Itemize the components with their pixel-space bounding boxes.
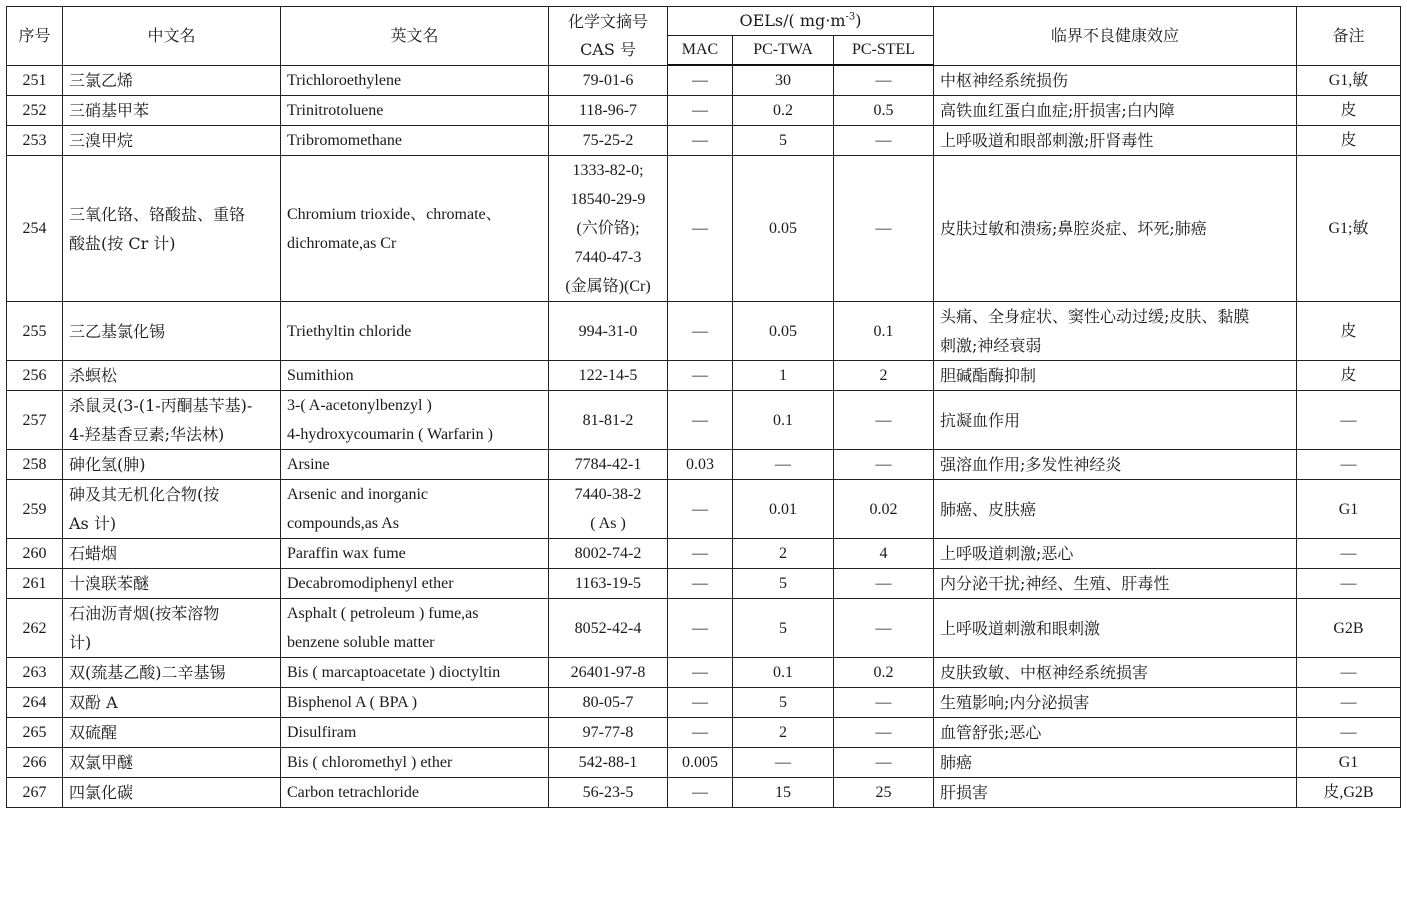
cell-en-name-line: Trinitrotoluene — [287, 102, 384, 119]
cell-effect-line: 上呼吸道刺激;恶心 — [940, 544, 1074, 563]
cell-mac: — — [668, 126, 733, 156]
cell-en-name-line: 4-hydroxycoumarin ( Warfarin ) — [287, 426, 493, 443]
cell-effect — [934, 480, 1297, 539]
cell-cn-name-line: 4-羟基香豆素;华法林) — [69, 425, 225, 444]
cell-no: 262 — [7, 599, 63, 658]
cell-cas-line: (金属铬)(Cr) — [565, 278, 651, 295]
cell-effect-line: 上呼吸道刺激和眼刺激 — [940, 618, 1101, 638]
cell-pcstel: 0.2 — [834, 658, 934, 688]
cell-effect-line: 肺癌 — [940, 753, 973, 772]
cell-cas-line: 56-23-5 — [582, 784, 634, 801]
table-row — [7, 450, 1401, 480]
cell-cas — [549, 748, 668, 778]
cell-note: — — [1297, 688, 1401, 718]
cell-en-name-line: Chromium trioxide、chromate、 — [287, 205, 502, 223]
header-cas-line1: 化学文摘号 — [567, 11, 648, 31]
cell-pcstel: 25 — [834, 778, 934, 808]
cell-effect — [934, 748, 1297, 778]
cell-cn-name-line: 杀螟松 — [69, 366, 118, 385]
header-pcstel: PC-STEL — [834, 36, 934, 66]
cell-en-name — [281, 156, 549, 302]
table-row — [7, 126, 1401, 156]
cell-cn-name — [63, 391, 281, 450]
cell-note: 皮,G2B — [1297, 778, 1401, 808]
cell-effect — [934, 778, 1297, 808]
cell-note: — — [1297, 658, 1401, 688]
cell-cn-name-line: 三氧化铬、铬酸盐、重铬 — [69, 204, 246, 224]
cell-pcstel: — — [834, 126, 934, 156]
cell-en-name-line: Sumithion — [287, 367, 354, 384]
cell-pctwa: 0.1 — [733, 391, 834, 450]
cell-note: 皮 — [1297, 126, 1401, 156]
cell-no: 260 — [7, 539, 63, 569]
cell-note: — — [1297, 391, 1401, 450]
cell-mac: — — [668, 658, 733, 688]
header-cn-name: 中文名 — [63, 7, 281, 66]
cell-pcstel: 2 — [834, 361, 934, 391]
cell-effect-line: 上呼吸道和眼部刺激;肝肾毒性 — [940, 131, 1154, 150]
cell-cas — [549, 391, 668, 450]
cell-note: G1 — [1297, 480, 1401, 539]
cell-cn-name-line: 双酚 A — [69, 693, 118, 712]
cell-pcstel: 0.5 — [834, 96, 934, 126]
cell-cn-name — [63, 450, 281, 480]
cell-cn-name-line: 砷化氢(胂) — [69, 455, 146, 474]
cell-mac: — — [668, 391, 733, 450]
cell-cn-name-line: 杀鼠灵(3-(1-丙酮基苄基)- — [69, 396, 253, 415]
cell-no: 252 — [7, 96, 63, 126]
cell-cas — [549, 65, 668, 96]
cell-effect — [934, 126, 1297, 156]
cell-en-name — [281, 391, 549, 450]
cell-no: 266 — [7, 748, 63, 778]
cell-cas-line: 1163-19-5 — [574, 575, 642, 592]
cell-cn-name-line: As 计) — [69, 514, 117, 533]
cell-pcstel: — — [834, 65, 934, 96]
cell-cas-line: 8052-42-4 — [574, 619, 642, 637]
oel-table — [6, 6, 1401, 808]
cell-note: — — [1297, 450, 1401, 480]
cell-cas-line: 8002-74-2 — [574, 545, 642, 562]
cell-cas — [549, 450, 668, 480]
header-effect: 临界不良健康效应 — [934, 7, 1297, 66]
cell-note: G2B — [1297, 599, 1401, 658]
cell-en-name — [281, 718, 549, 748]
cell-effect — [934, 569, 1297, 599]
cell-cn-name — [63, 569, 281, 599]
cell-cas-line: 542-88-1 — [578, 754, 638, 771]
cell-pctwa: 5 — [733, 569, 834, 599]
cell-effect-line: 刺激;神经衰弱 — [940, 336, 1042, 355]
cell-effect — [934, 599, 1297, 658]
cell-en-name-line: Arsenic and inorganic — [287, 486, 428, 503]
cell-pcstel: — — [834, 156, 934, 302]
cell-cas-line: 1333-82-0; — [572, 162, 644, 179]
cell-cas-line: 118-96-7 — [578, 102, 638, 119]
cell-pctwa: 2 — [733, 718, 834, 748]
cell-en-name — [281, 302, 549, 361]
cell-note: 皮 — [1297, 302, 1401, 361]
cell-en-name — [281, 658, 549, 688]
cell-pcstel: — — [834, 688, 934, 718]
header-oels — [668, 7, 934, 36]
header-mac: MAC — [668, 36, 733, 66]
cell-cn-name — [63, 748, 281, 778]
cell-cn-name — [63, 65, 281, 96]
cell-pctwa: — — [733, 748, 834, 778]
cell-no: 259 — [7, 480, 63, 539]
cell-effect-line: 皮肤致敏、中枢神经系统损害 — [940, 663, 1149, 682]
cell-en-name — [281, 778, 549, 808]
cell-mac: — — [668, 361, 733, 391]
cell-cas-line: 7440-47-3 — [574, 249, 642, 266]
cell-pctwa: 0.2 — [733, 96, 834, 126]
cell-cas — [549, 539, 668, 569]
header-cas — [549, 7, 668, 66]
cell-cn-name-line: 计) — [69, 633, 92, 652]
header-no: 序号 — [7, 7, 63, 66]
cell-effect — [934, 65, 1297, 96]
cell-en-name — [281, 65, 549, 96]
cell-cas-line: 7784-42-1 — [574, 456, 642, 473]
table-header — [7, 7, 1401, 66]
cell-effect — [934, 96, 1297, 126]
cell-cn-name — [63, 688, 281, 718]
cell-cas — [549, 126, 668, 156]
cell-pcstel: — — [834, 391, 934, 450]
cell-mac: — — [668, 65, 733, 96]
cell-effect — [934, 156, 1297, 302]
cell-pctwa: 5 — [733, 126, 834, 156]
cell-en-name — [281, 126, 549, 156]
cell-no: 264 — [7, 688, 63, 718]
cell-cas-line: 26401-97-8 — [570, 664, 646, 681]
cell-en-name-line: dichromate,as Cr — [287, 234, 397, 252]
cell-en-name-line: Decabromodiphenyl ether — [287, 575, 454, 592]
cell-en-name — [281, 599, 549, 658]
cell-cas — [549, 718, 668, 748]
cell-cn-name — [63, 96, 281, 126]
cell-no: 265 — [7, 718, 63, 748]
header-oels-sup: -3 — [845, 11, 856, 23]
cell-cas — [549, 599, 668, 658]
cell-no: 263 — [7, 658, 63, 688]
cell-no: 255 — [7, 302, 63, 361]
table-row — [7, 539, 1401, 569]
cell-pcstel: 4 — [834, 539, 934, 569]
cell-en-name-line: Bis ( marcaptoacetate ) dioctyltin — [287, 664, 501, 681]
cell-cn-name-line: 双(巯基乙酸)二辛基锡 — [69, 663, 226, 682]
table-row — [7, 569, 1401, 599]
cell-mac: — — [668, 302, 733, 361]
table-row — [7, 599, 1401, 658]
cell-cn-name — [63, 126, 281, 156]
cell-effect-line: 强溶血作用;多发性神经炎 — [940, 455, 1122, 474]
cell-cn-name-line: 十溴联苯醚 — [69, 574, 150, 593]
table-row — [7, 658, 1401, 688]
cell-en-name — [281, 569, 549, 599]
cell-mac: — — [668, 778, 733, 808]
cell-cn-name-line: 三乙基氯化锡 — [69, 321, 166, 341]
cell-en-name — [281, 688, 549, 718]
cell-effect-line: 皮肤过敏和溃疡;鼻腔炎症、坏死;肺癌 — [940, 219, 1207, 238]
cell-en-name — [281, 96, 549, 126]
table-row — [7, 156, 1401, 302]
cell-en-name — [281, 539, 549, 569]
table-row — [7, 302, 1401, 361]
cell-cas-line: ( As ) — [590, 515, 626, 532]
cell-effect — [934, 361, 1297, 391]
cell-effect-line: 高铁血红蛋白血症;肝损害;白内障 — [940, 101, 1175, 120]
cell-cn-name-line: 三硝基甲苯 — [69, 101, 150, 120]
cell-effect — [934, 718, 1297, 748]
cell-no: 253 — [7, 126, 63, 156]
cell-effect — [934, 302, 1297, 361]
cell-en-name-line: Trichloroethylene — [287, 71, 402, 89]
cell-pctwa: 30 — [733, 65, 834, 96]
cell-effect-line: 肺癌、皮肤癌 — [940, 499, 1037, 519]
cell-cas — [549, 96, 668, 126]
cell-en-name — [281, 748, 549, 778]
cell-en-name-line: Bisphenol A ( BPA ) — [287, 694, 418, 711]
cell-cas-line: 79-01-6 — [582, 71, 634, 89]
cell-effect-line: 生殖影响;内分泌损害 — [940, 693, 1090, 712]
cell-cn-name-line: 四氯化碳 — [69, 783, 134, 802]
cell-cas-line: 18540-29-9 — [570, 191, 646, 208]
cell-cas — [549, 302, 668, 361]
cell-en-name-line: Tribromomethane — [287, 132, 402, 149]
header-note: 备注 — [1297, 7, 1401, 66]
cell-cas — [549, 156, 668, 302]
cell-en-name-line: Bis ( chloromethyl ) ether — [287, 754, 453, 771]
cell-cn-name — [63, 599, 281, 658]
cell-mac: 0.005 — [668, 748, 733, 778]
cell-effect-line: 胆碱酯酶抑制 — [940, 366, 1037, 385]
cell-effect-line: 血管舒张;恶心 — [940, 723, 1042, 742]
cell-mac: 0.03 — [668, 450, 733, 480]
cell-pcstel: 0.02 — [834, 480, 934, 539]
cell-note: G1;敏 — [1297, 156, 1401, 302]
cell-effect-line: 头痛、全身症状、窦性心动过缓;皮肤、黏膜 — [940, 307, 1250, 326]
cell-pctwa: 0.05 — [733, 302, 834, 361]
cell-no: 267 — [7, 778, 63, 808]
cell-cn-name — [63, 480, 281, 539]
cell-cn-name-line: 酸盐(按 Cr 计) — [69, 233, 176, 253]
cell-effect — [934, 450, 1297, 480]
cell-pctwa: 15 — [733, 778, 834, 808]
cell-cn-name-line: 石油沥青烟(按苯溶物 — [69, 604, 220, 623]
cell-cas-line: 80-05-7 — [582, 694, 634, 711]
cell-cn-name — [63, 718, 281, 748]
cell-cas — [549, 688, 668, 718]
table-row — [7, 778, 1401, 808]
table-row — [7, 361, 1401, 391]
header-oels-base: OELs/( mg·m — [739, 11, 846, 30]
cell-no: 256 — [7, 361, 63, 391]
table-row — [7, 96, 1401, 126]
table-body — [7, 65, 1401, 808]
cell-pctwa: 5 — [733, 599, 834, 658]
cell-cas-line: (六价铬); — [576, 220, 640, 237]
cell-note: — — [1297, 539, 1401, 569]
cell-mac: — — [668, 96, 733, 126]
cell-pcstel: — — [834, 748, 934, 778]
cell-pctwa: 0.1 — [733, 658, 834, 688]
cell-cas-line: 75-25-2 — [582, 132, 634, 149]
cell-cas — [549, 569, 668, 599]
header-pctwa: PC-TWA — [733, 36, 834, 66]
cell-effect-line: 肝损害 — [940, 783, 989, 802]
cell-no: 261 — [7, 569, 63, 599]
cell-no: 254 — [7, 156, 63, 302]
cell-effect — [934, 391, 1297, 450]
cell-mac: — — [668, 599, 733, 658]
cell-cn-name — [63, 778, 281, 808]
cell-en-name — [281, 361, 549, 391]
cell-effect — [934, 539, 1297, 569]
table-row — [7, 748, 1401, 778]
cell-en-name-line: Triethyltin chloride — [287, 322, 412, 340]
cell-mac: — — [668, 480, 733, 539]
cell-note: G1,敏 — [1297, 65, 1401, 96]
cell-cn-name-line: 双氯甲醚 — [69, 753, 134, 772]
cell-pctwa: 5 — [733, 688, 834, 718]
cell-en-name-line: compounds,as As — [287, 515, 399, 532]
cell-note: G1 — [1297, 748, 1401, 778]
cell-cas — [549, 658, 668, 688]
cell-cn-name-line: 石蜡烟 — [69, 544, 118, 563]
cell-cn-name — [63, 156, 281, 302]
cell-cn-name-line: 三氯乙烯 — [69, 70, 134, 90]
cell-pctwa: — — [733, 450, 834, 480]
cell-note: — — [1297, 718, 1401, 748]
cell-pcstel: 0.1 — [834, 302, 934, 361]
cell-cas-line: 994-31-0 — [578, 322, 638, 340]
cell-effect — [934, 688, 1297, 718]
cell-pcstel: — — [834, 599, 934, 658]
cell-cn-name-line: 砷及其无机化合物(按 — [69, 485, 220, 504]
cell-pctwa: 0.01 — [733, 480, 834, 539]
cell-no: 257 — [7, 391, 63, 450]
cell-cn-name-line: 双硫醒 — [69, 723, 118, 742]
cell-cn-name — [63, 539, 281, 569]
cell-cas-line: 97-77-8 — [582, 724, 634, 741]
cell-pctwa: 1 — [733, 361, 834, 391]
table-row — [7, 65, 1401, 96]
cell-mac: — — [668, 688, 733, 718]
cell-pctwa: 2 — [733, 539, 834, 569]
oel-table-wrapper — [6, 6, 1401, 808]
cell-cas — [549, 778, 668, 808]
cell-cas — [549, 480, 668, 539]
cell-en-name-line: Carbon tetrachloride — [287, 784, 419, 801]
cell-cas — [549, 361, 668, 391]
header-cas-line2: CAS 号 — [580, 39, 636, 59]
table-row — [7, 391, 1401, 450]
cell-cn-name — [63, 302, 281, 361]
table-row — [7, 718, 1401, 748]
cell-note: 皮 — [1297, 361, 1401, 391]
header-en-name: 英文名 — [281, 7, 549, 66]
cell-en-name-line: Arsine — [287, 456, 330, 473]
cell-note: — — [1297, 569, 1401, 599]
cell-en-name-line: Disulfiram — [287, 724, 357, 741]
table-row — [7, 688, 1401, 718]
cell-cas-line: 81-81-2 — [582, 411, 634, 429]
cell-mac: — — [668, 569, 733, 599]
cell-pctwa: 0.05 — [733, 156, 834, 302]
cell-mac: — — [668, 156, 733, 302]
cell-cn-name — [63, 361, 281, 391]
cell-pcstel: — — [834, 569, 934, 599]
table-row — [7, 480, 1401, 539]
header-oels-close: ) — [855, 11, 862, 30]
cell-mac: — — [668, 539, 733, 569]
cell-cas-line: 7440-38-2 — [574, 486, 642, 503]
cell-effect-line: 抗凝血作用 — [940, 410, 1021, 430]
cell-en-name-line: Paraffin wax fume — [287, 545, 406, 562]
cell-en-name — [281, 480, 549, 539]
cell-en-name-line: Asphalt ( petroleum ) fume,as — [287, 605, 479, 622]
cell-cas-line: 122-14-5 — [578, 367, 638, 384]
cell-en-name-line: benzene soluble matter — [287, 634, 435, 651]
cell-note: 皮 — [1297, 96, 1401, 126]
cell-no: 258 — [7, 450, 63, 480]
cell-effect — [934, 658, 1297, 688]
cell-pcstel: — — [834, 718, 934, 748]
cell-effect-line: 中枢神经系统损伤 — [940, 70, 1069, 90]
cell-en-name-line: 3-( A-acetonylbenzyl ) — [287, 397, 432, 414]
cell-effect-line: 内分泌干扰;神经、生殖、肝毒性 — [940, 574, 1170, 593]
cell-pcstel: — — [834, 450, 934, 480]
cell-cn-name — [63, 658, 281, 688]
cell-no: 251 — [7, 65, 63, 96]
cell-mac: — — [668, 718, 733, 748]
cell-cn-name-line: 三溴甲烷 — [69, 131, 134, 150]
cell-en-name — [281, 450, 549, 480]
